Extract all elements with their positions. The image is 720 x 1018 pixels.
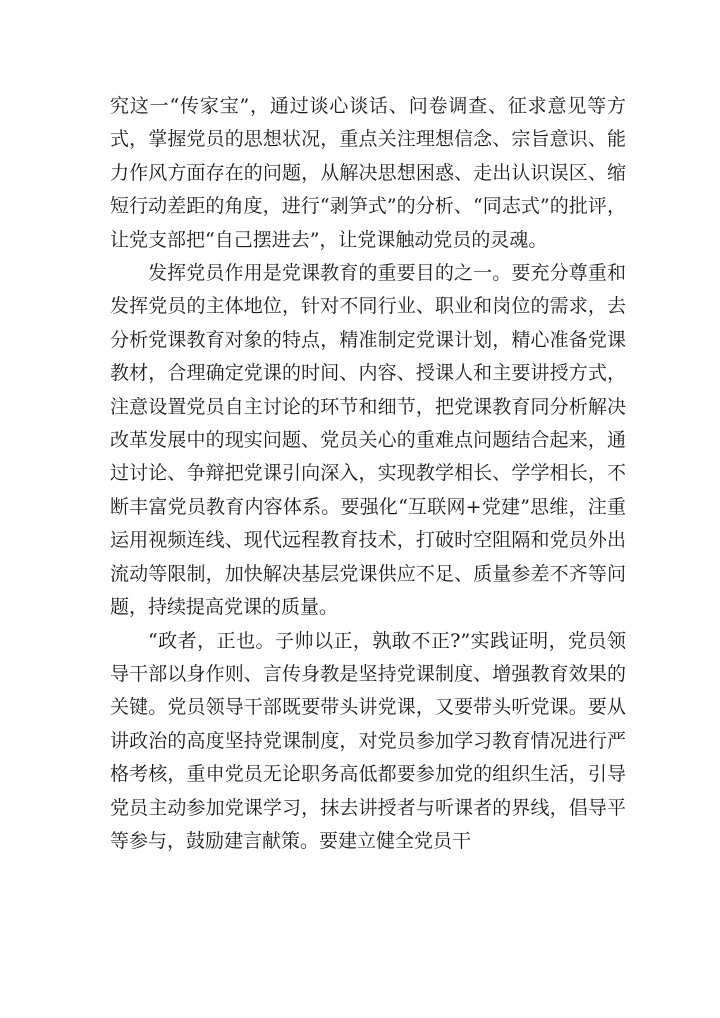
document-body [110,90,626,858]
paragraph-party-member-role: 发挥党员作用是党课教育的重要目的之一。要充分尊重和发挥党员的主体地位，针对不同行业、职业和岗位的需求，去分析党课教育对象的特点，精准制定党课计划，精心准备党课教材，合理确定党课的时间、内容、授课人和主要讲授方式，注意设置党员自主讨论的环节和细节，把党课教育同分析解决改革发展中的现实问题、党员关心的重难点问题结合起来，通过讨论、争辩把党课引向深入，实现教学相长、学学相长，不断丰富党员教育内容体系。要强化“互联网+党建”思维，注重运用视频连线、现代远程教育技术，打破时空阻隔和党员外出流动等限制，加快解决基层党课供应不足、质量参差不齐等问题，持续提高党课的质量。 [110,262,626,619]
paragraph-continued: 究这一“传家宝”，通过谈心谈话、问卷调查、征求意见等方式，掌握党员的思想状况，重点关注理想信念、宗旨意识、能力作风方面存在的问题，从解决思想困惑、走出认识误区、缩短行动差距的角度，进行“剥笋式”的分析、“同志式”的批评，让党支部把“自己摆进去”，让党课触动党员的灵魂。 [110,95,626,251]
paragraph-leading-cadres: “政者，正也。子帅以正，孰敢不正?”实践证明，党员领导干部以身作则、言传身教是坚持党课制度、增强教育效果的关键。党员领导干部既要带头讲党课，又要带头听党课。要从讲政治的高度坚持党课制度，对党员参加学习教育情况进行严格考核，重申党员无论职务高低都要参加党的组织生活，引导党员主动参加党课学习，抹去讲授者与听课者的界线，倡导平等参与，鼓励建言献策。要建立健全党员干 [110,629,626,852]
